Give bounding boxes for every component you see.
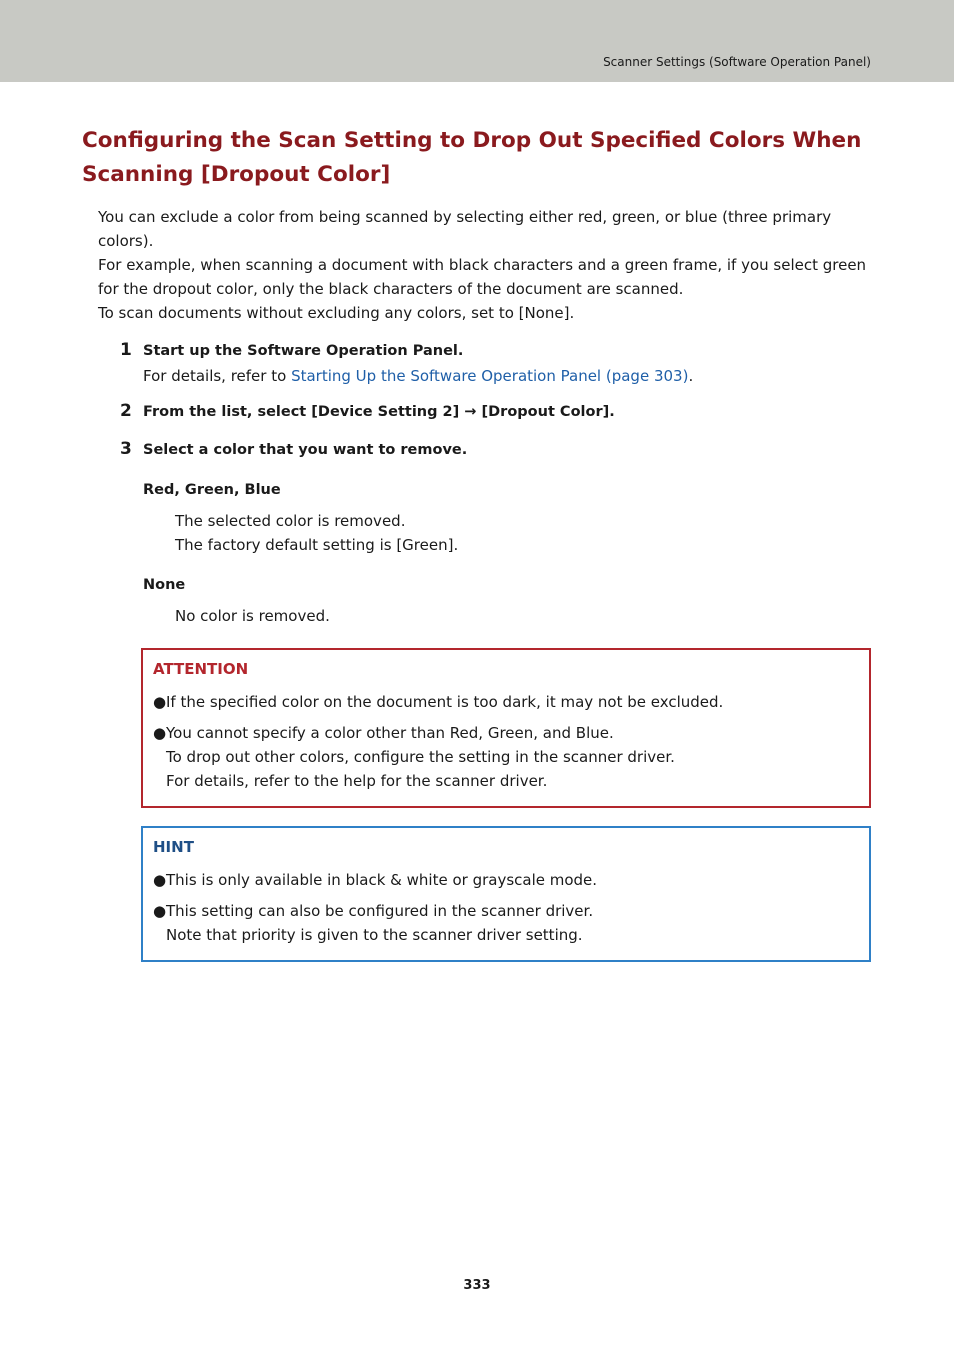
bullet-text: This setting can also be configured in the scanner driver. [166, 902, 594, 920]
hint-box [141, 826, 871, 962]
intro-paragraph: For example, when scanning a document with black characters and a green frame, if you select green for the dropout color, only the black characters of the document are scanned. [98, 256, 867, 298]
page-header-bar [0, 0, 954, 82]
attention-bullet [153, 690, 723, 714]
hint-bullet [153, 868, 597, 892]
bullet-text: To drop out other colors, configure the setting in the scanner driver. [166, 748, 675, 766]
hint-title: HINT [153, 838, 194, 856]
step-title: From the list, select [Device Setting 2] → [Dropout Color]. [143, 404, 615, 420]
option-line: The factory default setting is [Green]. [175, 536, 459, 554]
bullet-icon: ● [153, 871, 167, 889]
step-detail-suffix: . [688, 367, 694, 385]
intro-paragraph: To scan documents without excluding any colors, set to [None]. [98, 304, 575, 322]
step-number: 1 [120, 340, 132, 360]
step-title: Start up the Software Operation Panel. [143, 343, 464, 359]
step-title: Select a color that you want to remove. [143, 442, 468, 458]
bullet-text: This is only available in black & white or grayscale mode. [166, 871, 598, 889]
bullet-icon: ● [153, 902, 167, 920]
option-line: The selected color is removed. [175, 512, 406, 530]
step-detail-link[interactable]: Starting Up the Software Operation Panel (page 303) [291, 367, 689, 385]
intro-paragraph: You can exclude a color from being scanned by selecting either red, green, or blue (three primary colors). [98, 208, 832, 250]
section-title: Scanner Settings (Software Operation Panel) [603, 55, 871, 69]
attention-bullet [153, 721, 675, 793]
option-name: Red, Green, Blue [143, 482, 281, 498]
page-number: 333 [463, 1278, 491, 1293]
bullet-icon: ● [153, 693, 167, 711]
step-detail [143, 367, 693, 385]
bullet-text: You cannot specify a color other than Red, Green, and Blue. [166, 724, 614, 742]
intro-text [98, 205, 878, 325]
attention-title: ATTENTION [153, 660, 249, 678]
option-description [175, 604, 330, 628]
bullet-text: If the specified color on the document is too dark, it may not be excluded. [166, 693, 724, 711]
step-detail-prefix: For details, refer to [143, 367, 292, 385]
bullet-text: For details, refer to the help for the scanner driver. [166, 772, 548, 790]
option-line: No color is removed. [175, 607, 330, 625]
step-number: 3 [120, 439, 132, 459]
page-title: Configuring the Scan Setting to Drop Out Specified Colors When Scanning [Dropout Color] [82, 128, 862, 187]
bullet-icon: ● [153, 724, 167, 742]
hint-bullet [153, 899, 593, 947]
option-name: None [143, 577, 186, 593]
attention-box [141, 648, 871, 808]
bullet-text: Note that priority is given to the scanner driver setting. [166, 926, 583, 944]
step-number: 2 [120, 401, 132, 421]
option-description [175, 509, 458, 557]
